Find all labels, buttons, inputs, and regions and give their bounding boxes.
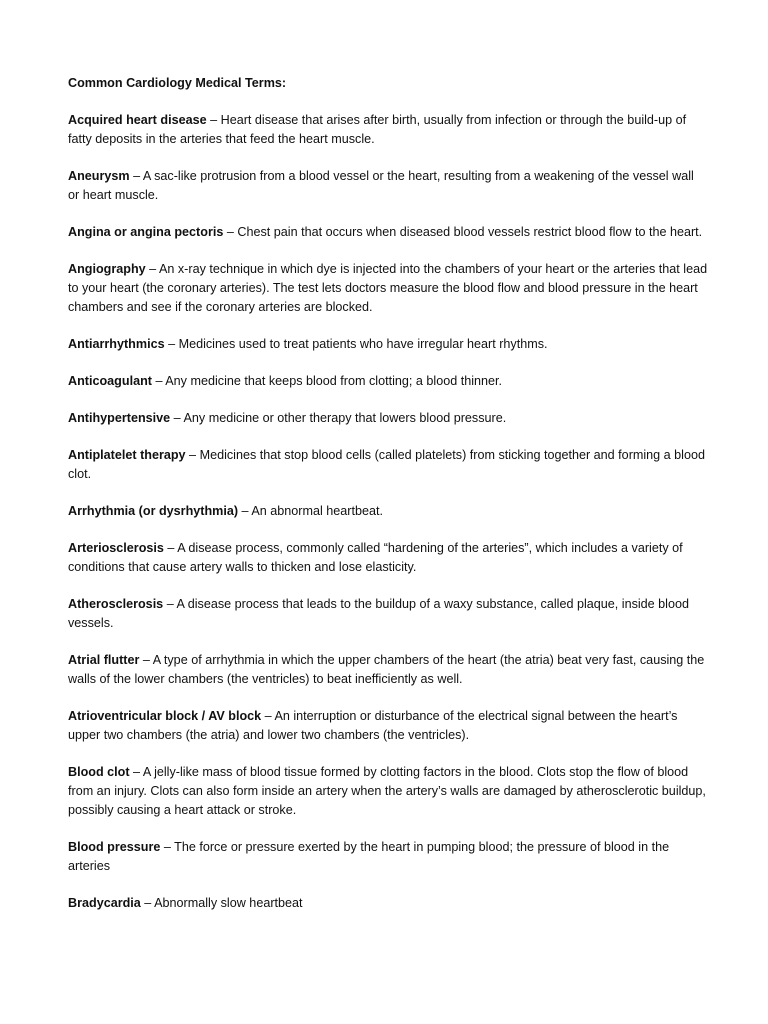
glossary-entry [68,894,708,913]
glossary-term: Angiography [68,262,146,276]
glossary-term: Angina or angina pectoris [68,225,224,239]
glossary-definition: Medicines that stop blood cells (called platelets) from sticking together and forming a blood clot. [68,448,705,481]
glossary-definition: An abnormal heartbeat. [251,504,383,518]
glossary-entry [68,223,708,242]
glossary-entry [68,372,708,391]
glossary-definition: An x-ray technique in which dye is injected into the chambers of your heart or the arteries that lead to your heart (the coronary arteries). The test lets doctors measure the blood flow and blood pressure in the heart chambers and see if the coronary arteries are blocked. [68,262,708,314]
term-separator: – [140,896,155,910]
glossary-entry [68,167,708,205]
glossary-term: Arteriosclerosis [68,541,164,555]
term-separator: – [163,597,177,611]
glossary-term: Anticoagulant [68,374,152,388]
glossary-definition: A type of arrhythmia in which the upper chambers of the heart (the atria) beat very fast, causing the walls of the lower chambers (the ventricles) to beat inefficiently as well. [68,653,705,686]
document-page [68,74,708,931]
glossary-entry [68,335,708,354]
glossary-entry [68,111,708,149]
term-separator: – [185,448,200,462]
glossary-entry [68,763,708,820]
term-separator: – [163,541,178,555]
glossary-entry [68,838,708,876]
glossary-entry [68,707,708,745]
glossary-entry [68,539,708,577]
term-separator: – [145,262,159,276]
glossary-term: Aneurysm [68,169,130,183]
glossary-term: Blood pressure [68,840,161,854]
glossary-definition: Chest pain that occurs when diseased blood vessels restrict blood flow to the heart. [237,225,703,239]
glossary-term: Acquired heart disease [68,113,207,127]
glossary-term: Atrial flutter [68,653,140,667]
glossary-definition: A jelly-like mass of blood tissue formed by clotting factors in the blood. Clots stop the flow of blood from an injury. Clots can also form inside an artery when the artery’s walls are damaged by atherosclerotic buildup, possibly causing a heart attack or stroke. [68,765,706,817]
term-separator: – [139,653,153,667]
glossary-definition: A disease process, commonly called “hardening of the arteries”, which includes a variety of conditions that cause artery walls to thicken and lose elasticity. [68,541,683,574]
glossary-entry [68,502,708,521]
term-separator: – [170,411,184,425]
glossary-definition: Any medicine or other therapy that lowers blood pressure. [183,411,507,425]
term-separator: – [160,840,175,854]
glossary-term: Antiplatelet therapy [68,448,186,462]
glossary-entry [68,260,708,317]
term-separator: – [129,169,143,183]
glossary-term: Antihypertensive [68,411,171,425]
term-separator: – [164,337,179,351]
glossary-term: Antiarrhythmics [68,337,165,351]
glossary-term: Atherosclerosis [68,597,164,611]
glossary-term: Bradycardia [68,896,141,910]
glossary-definition: The force or pressure exerted by the heart in pumping blood; the pressure of blood in the arteries [68,840,670,873]
glossary-term: Atrioventricular block / AV block [68,709,262,723]
glossary-term: Arrhythmia (or dysrhythmia) [68,504,239,518]
glossary-entry [68,595,708,633]
document-heading: Common Cardiology Medical Terms: [68,76,287,90]
glossary-definition: Medicines used to treat patients who have irregular heart rhythms. [178,337,548,351]
glossary-definition: A disease process that leads to the buildup of a waxy substance, called plaque, inside blood vessels. [68,597,689,630]
glossary-term: Blood clot [68,765,130,779]
glossary-entry [68,409,708,428]
term-separator: – [129,765,143,779]
glossary-entry [68,651,708,689]
term-separator: – [238,504,252,518]
glossary-definition: Heart disease that arises after birth, usually from infection or through the build-up of fatty deposits in the arteries that feed the heart muscle. [68,113,687,146]
term-separator: – [206,113,221,127]
glossary-definition: Any medicine that keeps blood from clotting; a blood thinner. [165,374,503,388]
term-separator: – [151,374,166,388]
term-separator: – [223,225,238,239]
glossary-definition: An interruption or disturbance of the electrical signal between the heart’s upper two chambers (the atria) and lower two chambers (the ventricles). [68,709,678,742]
term-separator: – [261,709,275,723]
glossary-definition: Abnormally slow heartbeat [154,896,303,910]
glossary-definition: A sac-like protrusion from a blood vessel or the heart, resulting from a weakening of the vessel wall or heart muscle. [68,169,694,202]
glossary-entry [68,446,708,484]
